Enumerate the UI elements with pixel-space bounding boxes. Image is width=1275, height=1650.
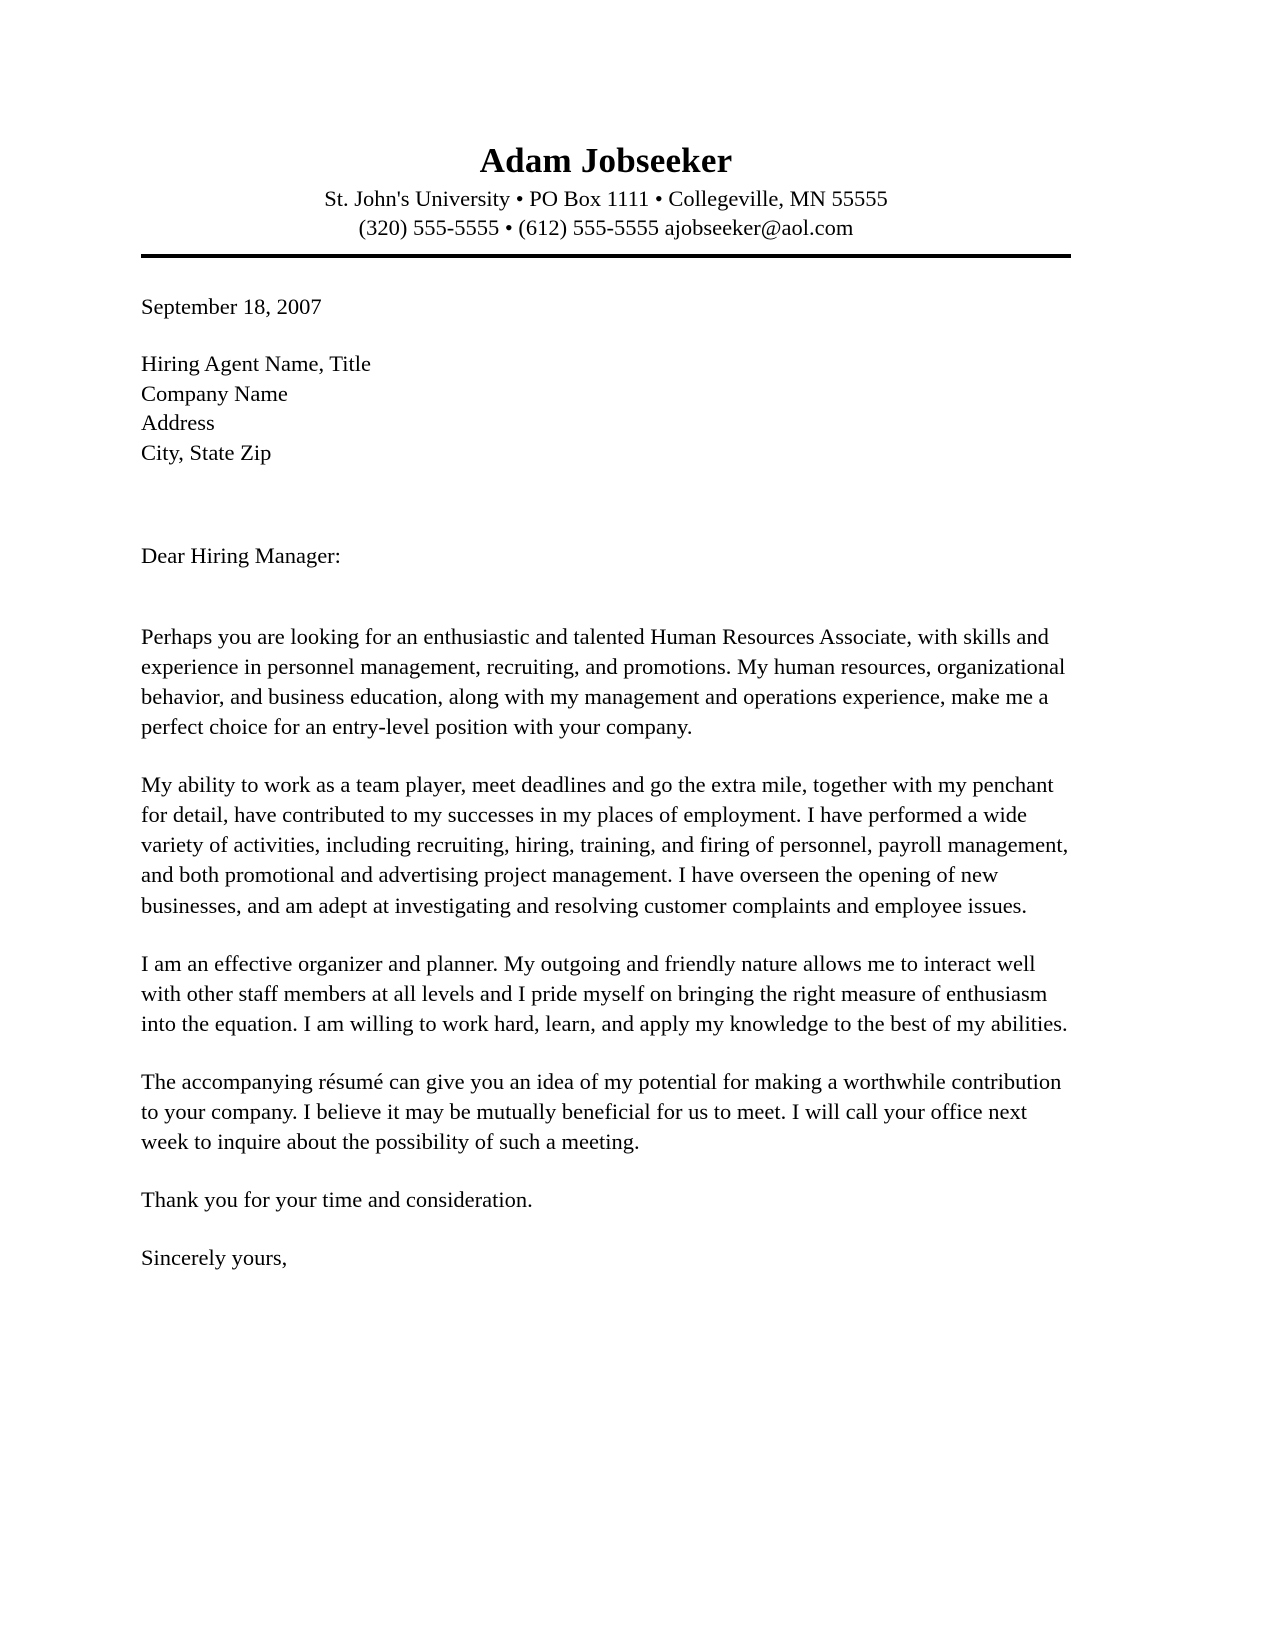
letter-body [141,622,1071,1273]
recipient-address-block [141,349,1071,467]
sender-contact-line: (320) 555-5555 • (612) 555-5555 ajobseeker@aol.com [358,215,854,241]
recipient-line-company: Company Name [141,380,288,406]
salutation: Dear Hiring Manager: [141,543,341,569]
letterhead-divider [141,254,1071,258]
sender-name: Adam Jobseeker [479,141,733,180]
signoff-line: Sincerely yours, [141,1244,288,1270]
body-paragraph-3: I am an effective organizer and planner. My outgoing and friendly nature allows me to interact well with other staff members at all levels and I pride myself on bringing the right measure of enthusiasm into the equation. I am willing to work hard, learn, and apply my knowledge to the best of my abilities. [141,950,1068,1036]
recipient-line-city-state-zip: City, State Zip [141,439,272,465]
recipient-line-address: Address [141,410,215,436]
body-paragraph-2: My ability to work as a team player, meet deadlines and go the extra mile, together with my penchant for detail, have contributed to my successes in my places of employment. I have performed a wide variety of activities, including recruiting, hiring, training, and firing of personnel, payroll management, and both promotional and advertising project management. I have overseen the opening of new businesses, and am adept at investigating and resolving customer complaints and employee issues. [141,772,1069,918]
thank-you-line: Thank you for your time and consideration. [141,1186,533,1212]
letterhead [141,0,1071,258]
letter-content [141,0,1071,1273]
letter-date: September 18, 2007 [141,293,322,319]
body-paragraph-1: Perhaps you are looking for an enthusiastic and talented Human Resources Associate, with skills and experience in personnel management, recruiting, and promotions. My human resources, organizational behavior, and business education, along with my management and operations experience, make me a perfect choice for an entry-level position with your company. [141,624,1066,740]
recipient-line-name-title: Hiring Agent Name, Title [141,351,371,377]
body-paragraph-4: The accompanying résumé can give you an idea of my potential for making a worthwhile contribution to your company. I believe it may be mutually beneficial for us to meet. I will call your office next week to inquire about the possibility of such a meeting. [141,1068,1062,1154]
sender-address-line: St. John's University • PO Box 1111 • Collegeville, MN 55555 [324,186,888,212]
